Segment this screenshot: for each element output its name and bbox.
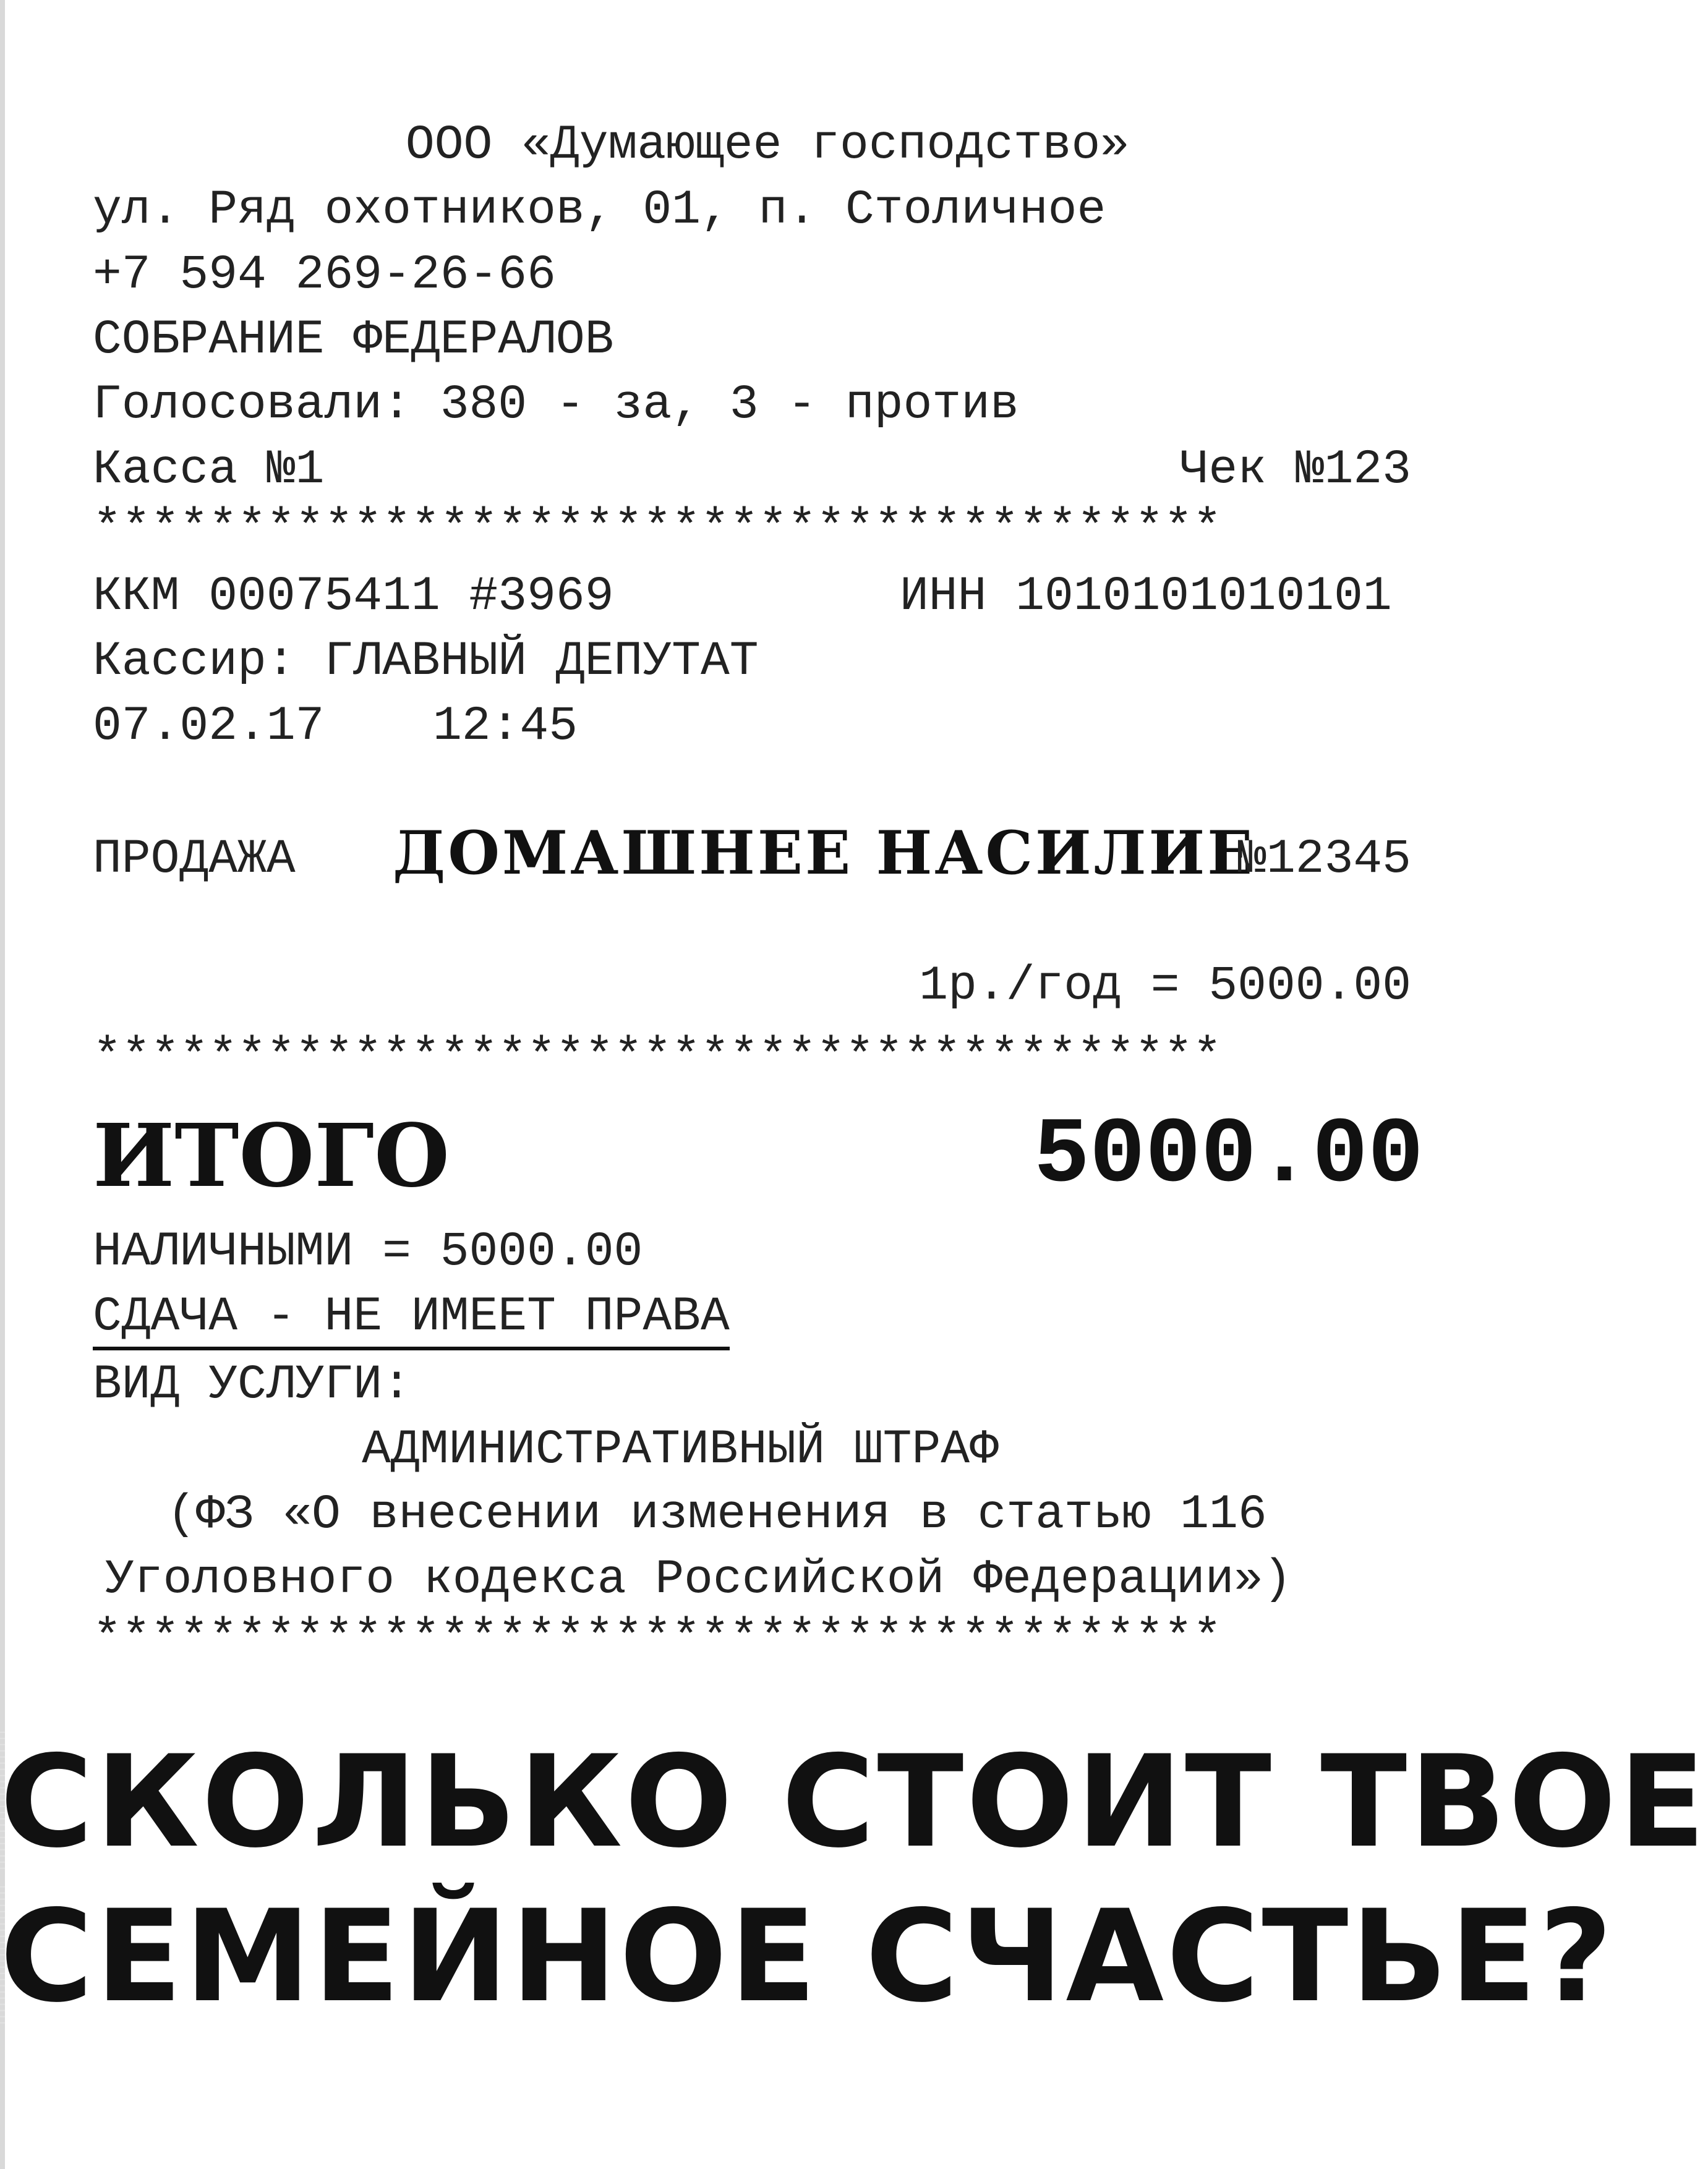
slogan-line-2: СЕМЕЙНОЕ СЧАСТЬЕ? — [0, 1883, 1615, 2031]
service-label: ВИД УСЛУГИ: — [93, 1358, 411, 1412]
change-line — [93, 1286, 730, 1348]
cashier-line: Кассир: ГЛАВНЫЙ ДЕПУТАТ — [93, 634, 759, 689]
register-label: Касса №1 — [93, 443, 325, 497]
total-label: ИТОГО — [93, 1106, 450, 1207]
votes-line: Голосовали: 380 - за, 3 - против — [93, 378, 1019, 432]
slogan-line-1: СКОЛЬКО СТОИТ ТВОЕ — [0, 1729, 1708, 1876]
product-name: ДОМАШНЕЕ НАСИЛИЕ — [393, 818, 1255, 888]
sale-label: ПРОДАЖА — [93, 832, 296, 887]
receipt-date: 07.02.17 — [93, 699, 325, 754]
separator-1: *************************************** — [93, 501, 1222, 556]
company-phone: +7 594 269-26-66 — [93, 248, 556, 302]
total-value: 5000.00 — [1033, 1104, 1424, 1209]
inn-number: ИНН 1010101010101 — [900, 569, 1392, 624]
assembly-name: СОБРАНИЕ ФЕДЕРАЛОВ — [93, 313, 614, 367]
separator-3: *************************************** — [93, 1611, 1222, 1666]
change-text: СДАЧА - НЕ ИМЕЕТ ПРАВА — [93, 1290, 730, 1350]
separator-2: *************************************** — [93, 1030, 1222, 1084]
receipt-time: 12:45 — [433, 699, 578, 754]
price-line: 1р./год = 5000.00 — [919, 959, 1411, 1013]
check-number: Чек №123 — [1179, 443, 1411, 497]
kkm-number: ККМ 00075411 #3969 — [93, 569, 614, 624]
company-name: ООО «Думающее господство» — [405, 118, 1130, 173]
cash-line: НАЛИЧНЫМИ = 5000.00 — [93, 1225, 643, 1279]
service-value: АДМИНИСТРАТИВНЫЙ ШТРАФ — [362, 1423, 999, 1477]
law-line-2: Уголовного кодекса Российской Федерации») — [105, 1553, 1292, 1607]
company-address: ул. Ряд охотников, 01, п. Столичное — [93, 183, 1106, 237]
product-number: №12345 — [1237, 832, 1411, 887]
law-line-1: (ФЗ «О внесении изменения в статью 116 — [167, 1488, 1267, 1542]
